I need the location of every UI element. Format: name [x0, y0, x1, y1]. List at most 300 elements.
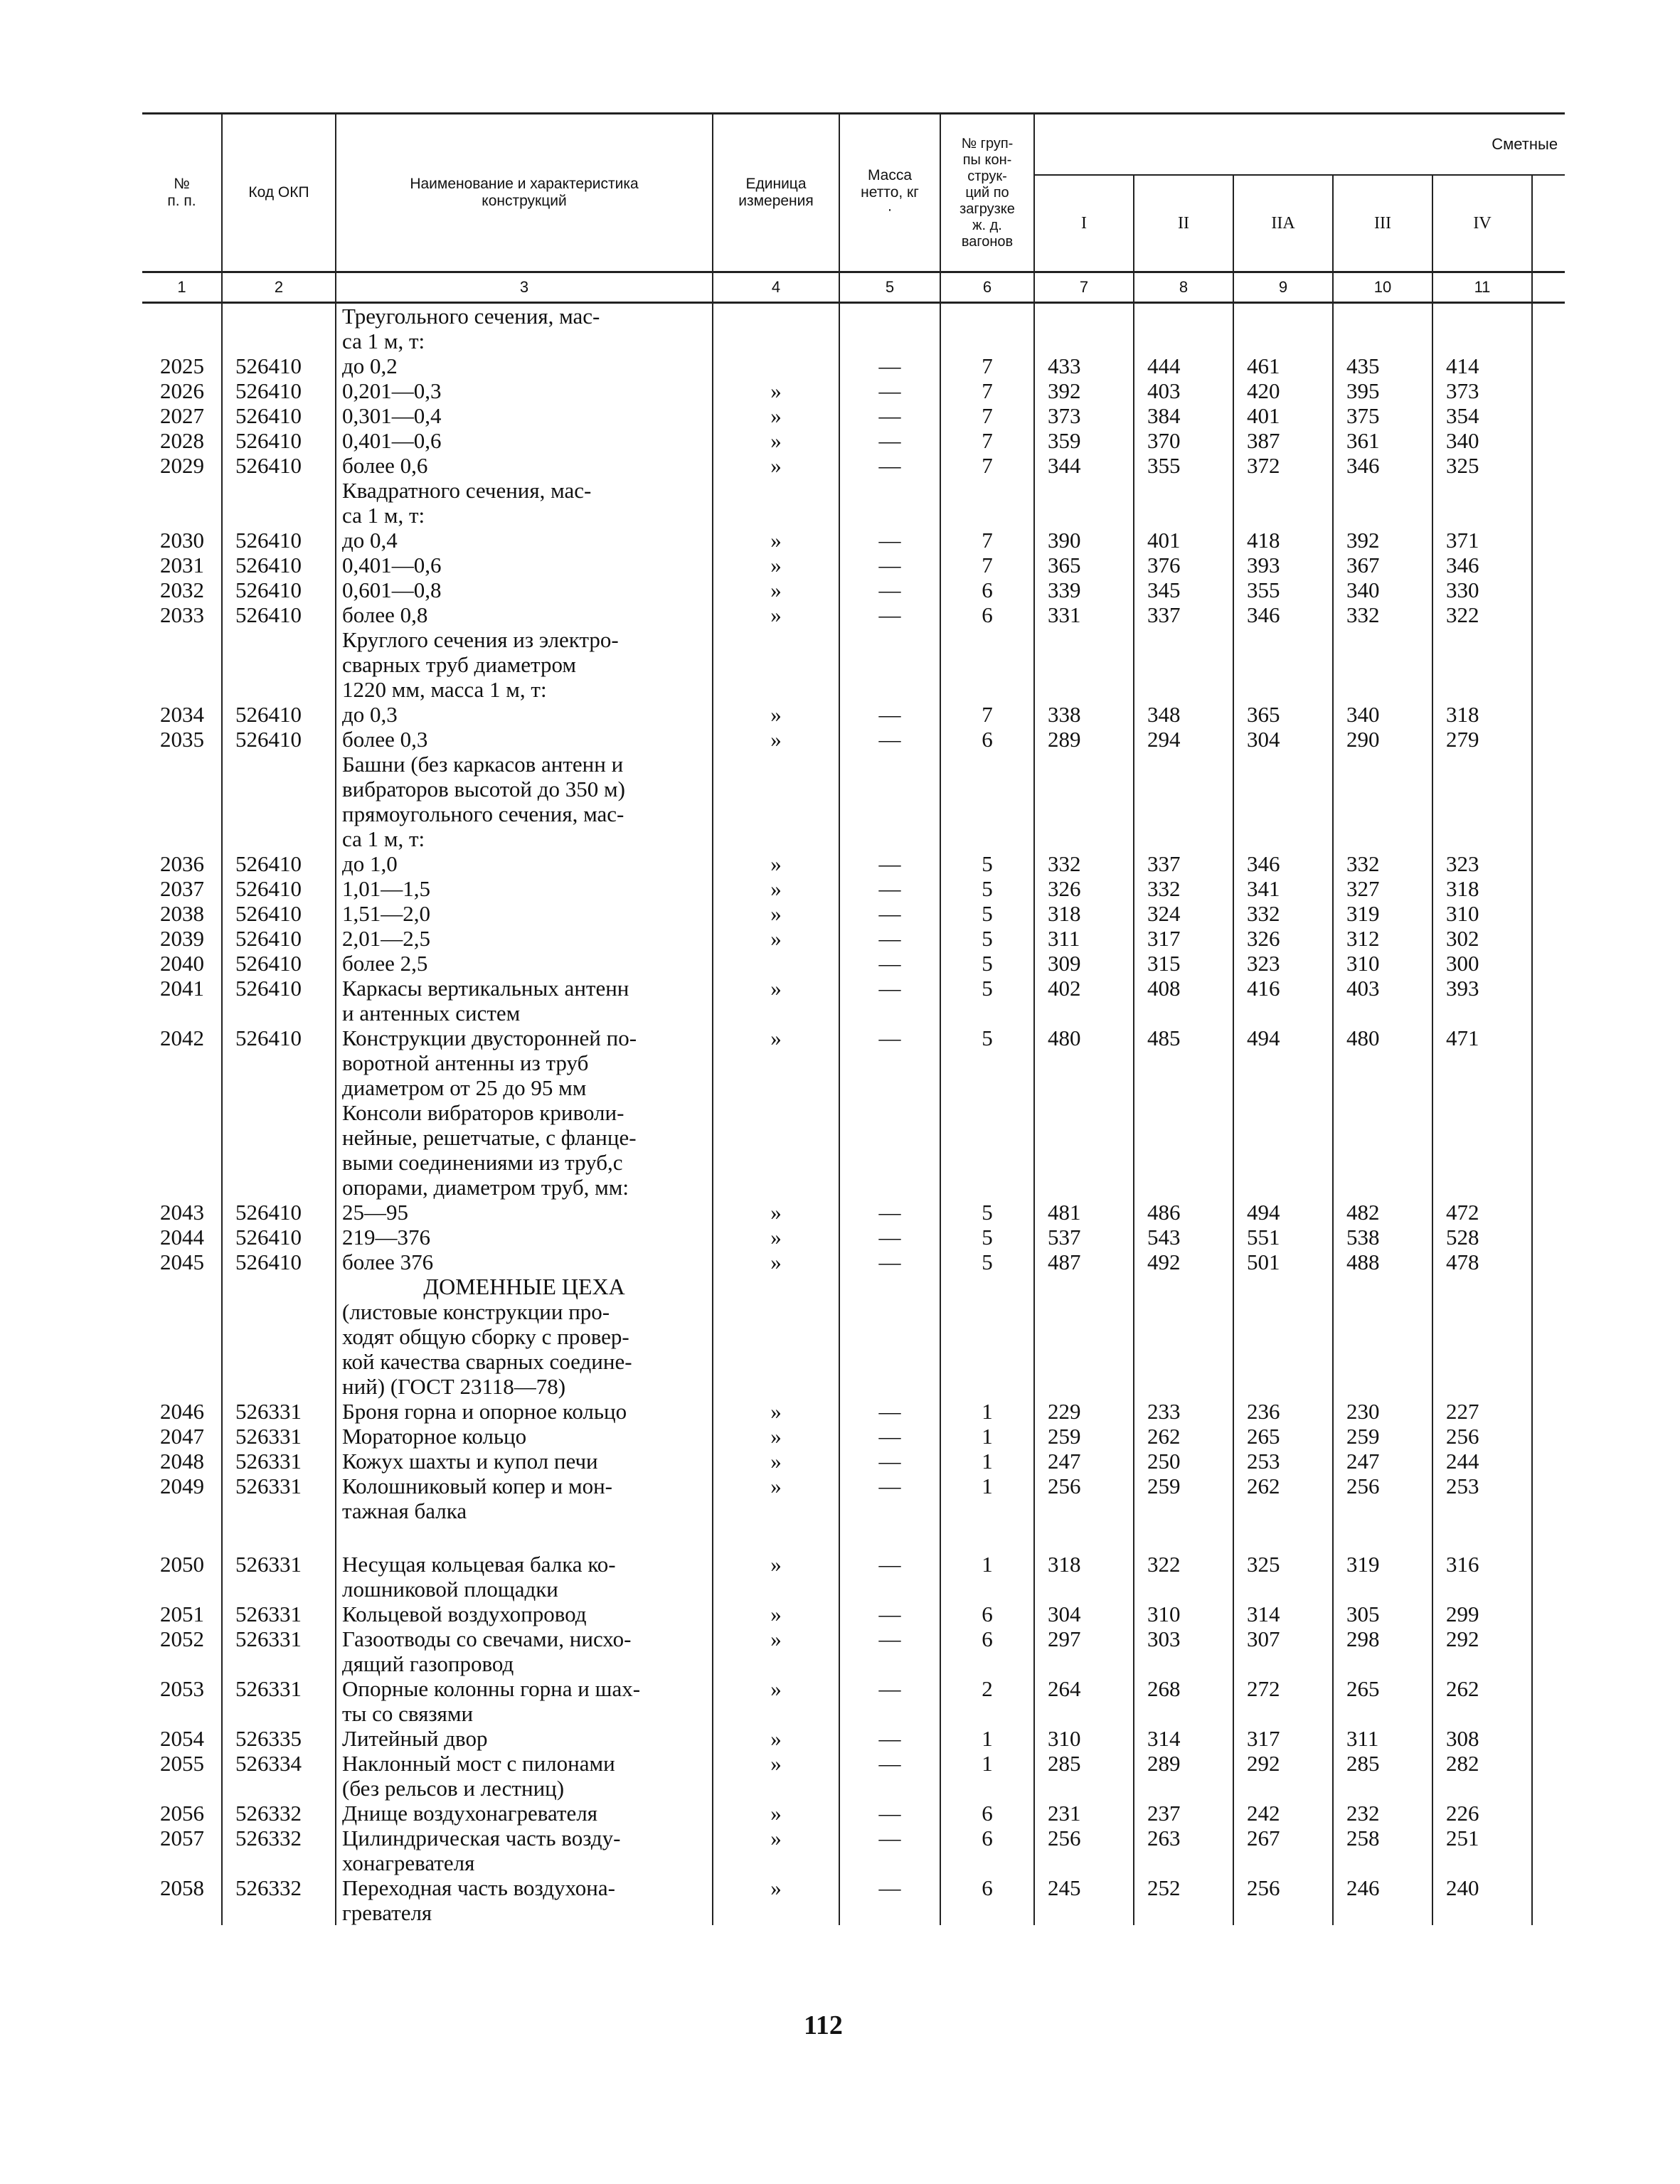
unit-measure: » — [713, 1626, 839, 1676]
price-zone-5: 227 — [1432, 1399, 1532, 1424]
construction-name: Кожух шахты и купол печи — [336, 1449, 713, 1474]
net-mass: — — [839, 876, 940, 901]
price-zone-2 — [1134, 752, 1233, 851]
price-zone-1: 229 — [1034, 1399, 1134, 1424]
unit-measure: » — [713, 577, 839, 602]
net-mass: — — [839, 378, 940, 403]
price-zone-4 — [1333, 752, 1432, 851]
table-row — [142, 1399, 1565, 1424]
price-zone-1: 247 — [1034, 1449, 1134, 1474]
row-number: 2046 — [160, 1399, 204, 1424]
price-zone-4: 265 — [1333, 1676, 1432, 1726]
net-mass: — — [839, 1751, 940, 1801]
load-group: 7 — [940, 428, 1034, 453]
load-group — [940, 1274, 1034, 1299]
net-mass: — — [839, 1225, 940, 1250]
load-group: 6 — [940, 1626, 1034, 1676]
blank-cell — [1532, 1751, 1565, 1801]
unit-measure: » — [713, 1875, 839, 1925]
unit-measure: » — [713, 851, 839, 876]
table-row — [142, 1474, 1565, 1523]
price-zone-3: 494 — [1233, 1026, 1333, 1100]
net-mass: — — [839, 453, 940, 478]
net-mass: — — [839, 353, 940, 378]
price-zone-3: 372 — [1233, 453, 1333, 478]
net-mass: — — [839, 1026, 940, 1100]
net-mass: — — [839, 1552, 940, 1602]
price-zone-5: 308 — [1432, 1726, 1532, 1751]
row-number: 2026 — [160, 378, 204, 403]
price-zone-1: 326 — [1034, 876, 1134, 901]
table-row — [142, 1801, 1565, 1826]
price-zone-1: 365 — [1034, 553, 1134, 577]
price-zone-5: 318 — [1432, 876, 1532, 901]
unit-measure: » — [713, 378, 839, 403]
price-zone-5: 262 — [1432, 1676, 1532, 1726]
blank-cell — [1532, 602, 1565, 627]
blank-cell — [1532, 353, 1565, 378]
price-zone-3: 461 — [1233, 353, 1333, 378]
load-group: 5 — [940, 1225, 1034, 1250]
table-body — [142, 303, 1565, 1926]
row-number: 2055 — [160, 1751, 204, 1776]
price-zone-5 — [1432, 627, 1532, 702]
load-group: 7 — [940, 453, 1034, 478]
unit-measure — [713, 1100, 839, 1200]
price-zone-5: 299 — [1432, 1602, 1532, 1626]
load-group — [940, 1299, 1034, 1399]
blank-cell — [1532, 1801, 1565, 1826]
price-zone-1 — [1034, 752, 1134, 851]
price-zone-1 — [1034, 478, 1134, 528]
net-mass: — — [839, 727, 940, 752]
price-zone-3 — [1233, 627, 1333, 702]
construction-name: 0,201—0,3 — [336, 378, 713, 403]
price-zone-5: 323 — [1432, 851, 1532, 876]
okp-code: 526410 — [222, 353, 336, 378]
colnum-2: 2 — [222, 272, 336, 303]
price-zone-4: 256 — [1333, 1474, 1432, 1523]
okp-code: 526331 — [222, 1602, 336, 1626]
price-zone-5: 322 — [1432, 602, 1532, 627]
net-mass: — — [839, 926, 940, 951]
row-number: 2027 — [160, 403, 204, 428]
price-zone-4: 319 — [1333, 901, 1432, 926]
price-zone-5: 340 — [1432, 428, 1532, 453]
okp-code: 526331 — [222, 1552, 336, 1602]
price-zone-5 — [1432, 478, 1532, 528]
price-zone-2 — [1134, 1100, 1233, 1200]
row-number: 2036 — [160, 851, 204, 876]
price-zone-5: 310 — [1432, 901, 1532, 926]
construction-name: Мораторное кольцо — [336, 1424, 713, 1449]
blank-cell — [1532, 752, 1565, 851]
price-zone-4: 375 — [1333, 403, 1432, 428]
load-group: 5 — [940, 1250, 1034, 1274]
price-zone-3: 307 — [1233, 1626, 1333, 1676]
header-mass: Масса нетто, кг · — [839, 114, 940, 272]
net-mass: — — [839, 528, 940, 553]
blank-cell — [1532, 727, 1565, 752]
okp-code: 526410 — [222, 577, 336, 602]
row-number — [142, 1274, 222, 1299]
okp-code: 526334 — [222, 1751, 336, 1801]
row-number: 2042 — [160, 1026, 204, 1050]
price-zone-5: 256 — [1432, 1424, 1532, 1449]
construction-name: Переходная часть воздухона- гревателя — [336, 1875, 713, 1925]
table-row — [142, 1626, 1565, 1676]
price-zone-3: 416 — [1233, 976, 1333, 1026]
price-zone-4: 311 — [1333, 1726, 1432, 1751]
net-mass: — — [839, 951, 940, 976]
row-number — [142, 752, 222, 851]
table-row — [142, 353, 1565, 378]
unit-measure: » — [713, 901, 839, 926]
okp-code: 526331 — [222, 1474, 336, 1523]
unit-measure: » — [713, 1801, 839, 1826]
price-zone-1: 390 — [1034, 528, 1134, 553]
unit-measure: » — [713, 1676, 839, 1726]
unit-measure: » — [713, 428, 839, 453]
construction-name: Конструкции двусторонней по- воротной антенны из труб диаметром от 25 до 95 мм — [336, 1026, 713, 1100]
price-zone-5: 302 — [1432, 926, 1532, 951]
load-group: 6 — [940, 1801, 1034, 1826]
price-zone-2: 408 — [1134, 976, 1233, 1026]
row-number: 2038 — [160, 901, 204, 926]
price-zone-4: 480 — [1333, 1026, 1432, 1100]
price-zone-5 — [1432, 1523, 1532, 1552]
price-zone-4: 435 — [1333, 353, 1432, 378]
net-mass: — — [839, 1474, 940, 1523]
blank-cell — [1532, 851, 1565, 876]
price-zone-1: 297 — [1034, 1626, 1134, 1676]
construction-name: Литейный двор — [336, 1726, 713, 1751]
row-number: 2047 — [160, 1424, 204, 1449]
okp-code: 526332 — [222, 1826, 336, 1875]
net-mass — [839, 1523, 940, 1552]
price-zone-2: 233 — [1134, 1399, 1233, 1424]
load-group: 1 — [940, 1751, 1034, 1801]
net-mass: — — [839, 553, 940, 577]
estimate-table — [142, 112, 1565, 1925]
header-zone-blank — [1532, 175, 1565, 272]
price-zone-3: 253 — [1233, 1449, 1333, 1474]
load-group — [940, 1100, 1034, 1200]
construction-name: ДОМЕННЫЕ ЦЕХА — [336, 1274, 713, 1299]
price-zone-3 — [1233, 1523, 1333, 1552]
table-row — [142, 428, 1565, 453]
table-row — [142, 951, 1565, 976]
price-zone-4: 367 — [1333, 553, 1432, 577]
header-zone-1: I — [1034, 175, 1134, 272]
price-zone-4: 332 — [1333, 602, 1432, 627]
net-mass: — — [839, 1676, 940, 1726]
row-number: 2048 — [160, 1449, 204, 1474]
price-zone-4: 305 — [1333, 1602, 1432, 1626]
price-zone-2: 337 — [1134, 851, 1233, 876]
price-zone-4 — [1333, 1100, 1432, 1200]
price-zone-3: 365 — [1233, 702, 1333, 727]
unit-measure: » — [713, 1552, 839, 1602]
price-zone-5: 226 — [1432, 1801, 1532, 1826]
row-number: 2053 — [160, 1676, 204, 1701]
unit-measure: » — [713, 1474, 839, 1523]
header-name: Наименование и характеристика конструкций — [336, 114, 713, 272]
construction-name: Консоли вибраторов криволи- нейные, решетчатые, с фланце- выми соединениями из труб,с опорами, диаметром труб, мм: — [336, 1100, 713, 1200]
row-number: 2057 — [160, 1826, 204, 1850]
price-zone-1: 359 — [1034, 428, 1134, 453]
price-zone-3 — [1233, 304, 1333, 353]
unit-measure — [713, 1523, 839, 1552]
okp-code — [222, 1523, 336, 1552]
row-number — [142, 478, 222, 528]
blank-cell — [1532, 1274, 1565, 1299]
blank-cell — [1532, 1523, 1565, 1552]
price-zone-5 — [1432, 1274, 1532, 1299]
okp-code: 526410 — [222, 602, 336, 627]
blank-cell — [1532, 1875, 1565, 1925]
construction-name: более 2,5 — [336, 951, 713, 976]
unit-measure — [713, 752, 839, 851]
price-zone-1: 264 — [1034, 1676, 1134, 1726]
price-zone-5: 393 — [1432, 976, 1532, 1026]
net-mass — [839, 304, 940, 353]
price-zone-5: 253 — [1432, 1474, 1532, 1523]
price-zone-1: 289 — [1034, 727, 1134, 752]
table-row — [142, 1225, 1565, 1250]
price-zone-1: 310 — [1034, 1726, 1134, 1751]
net-mass — [839, 1100, 940, 1200]
construction-name: Газоотводы со свечами, нисхо- дящий газопровод — [336, 1626, 713, 1676]
price-zone-2: 444 — [1134, 353, 1233, 378]
price-zone-3: 325 — [1233, 1552, 1333, 1602]
blank-cell — [1532, 1026, 1565, 1100]
unit-measure: » — [713, 876, 839, 901]
price-zone-1: 332 — [1034, 851, 1134, 876]
table-row — [142, 478, 1565, 528]
table-row — [142, 577, 1565, 602]
price-zone-2: 345 — [1134, 577, 1233, 602]
header-zone-5: IV — [1432, 175, 1532, 272]
price-zone-3: 323 — [1233, 951, 1333, 976]
colnum-1: 1 — [142, 272, 222, 303]
blank-cell — [1532, 553, 1565, 577]
okp-code — [222, 752, 336, 851]
header-zone-3: IIA — [1233, 175, 1333, 272]
load-group: 1 — [940, 1399, 1034, 1424]
header-unit: Единица измерения — [713, 114, 839, 272]
net-mass: — — [839, 1826, 940, 1875]
unit-measure — [713, 1274, 839, 1299]
okp-code: 526410 — [222, 428, 336, 453]
price-zone-5: 279 — [1432, 727, 1532, 752]
construction-name: до 0,2 — [336, 353, 713, 378]
price-zone-1: 373 — [1034, 403, 1134, 428]
load-group — [940, 478, 1034, 528]
unit-measure: » — [713, 1424, 839, 1449]
blank-cell — [1532, 453, 1565, 478]
price-zone-2: 263 — [1134, 1826, 1233, 1875]
header-code: Код ОКП — [222, 114, 336, 272]
price-zone-3 — [1233, 1299, 1333, 1399]
row-number — [142, 627, 222, 702]
price-zone-2: 310 — [1134, 1602, 1233, 1626]
okp-code: 526410 — [222, 1250, 336, 1274]
price-zone-1: 309 — [1034, 951, 1134, 976]
net-mass: — — [839, 1250, 940, 1274]
row-number: 2031 — [160, 553, 204, 577]
price-zone-3 — [1233, 478, 1333, 528]
price-zone-2: 348 — [1134, 702, 1233, 727]
load-group — [940, 752, 1034, 851]
price-zone-2: 384 — [1134, 403, 1233, 428]
price-zone-4 — [1333, 627, 1432, 702]
unit-measure: » — [713, 453, 839, 478]
table-row — [142, 1200, 1565, 1225]
price-zone-2 — [1134, 1299, 1233, 1399]
load-group: 7 — [940, 403, 1034, 428]
price-zone-4: 319 — [1333, 1552, 1432, 1602]
row-number — [142, 1100, 222, 1200]
price-zone-4: 482 — [1333, 1200, 1432, 1225]
unit-measure: » — [713, 1225, 839, 1250]
construction-name: Башни (без каркасов антенн и вибраторов высотой до 350 м) прямоугольного сечения, мас- са 1 м, т: — [336, 752, 713, 851]
net-mass: — — [839, 1449, 940, 1474]
page-number: 112 — [804, 2010, 843, 2040]
price-zone-1 — [1034, 304, 1134, 353]
price-zone-4: 258 — [1333, 1826, 1432, 1875]
header-smetnye: Сметные — [1034, 114, 1565, 176]
table-row — [142, 1552, 1565, 1602]
table-row — [142, 1449, 1565, 1474]
load-group: 1 — [940, 1424, 1034, 1449]
price-zone-1: 338 — [1034, 702, 1134, 727]
table-row — [142, 1602, 1565, 1626]
price-zone-4: 332 — [1333, 851, 1432, 876]
price-zone-3: 262 — [1233, 1474, 1333, 1523]
net-mass: — — [839, 901, 940, 926]
price-zone-3: 418 — [1233, 528, 1333, 553]
blank-cell — [1532, 976, 1565, 1026]
price-zone-4: 340 — [1333, 577, 1432, 602]
blank-cell — [1532, 1474, 1565, 1523]
price-zone-5: 478 — [1432, 1250, 1532, 1274]
price-zone-5: 240 — [1432, 1875, 1532, 1925]
construction-name: более 376 — [336, 1250, 713, 1274]
okp-code: 526410 — [222, 1225, 336, 1250]
construction-name — [336, 1523, 713, 1552]
colnum-4: 4 — [713, 272, 839, 303]
price-zone-4: 232 — [1333, 1801, 1432, 1826]
price-zone-3: 265 — [1233, 1424, 1333, 1449]
unit-measure — [713, 353, 839, 378]
load-group: 7 — [940, 353, 1034, 378]
table-row — [142, 378, 1565, 403]
construction-name: до 1,0 — [336, 851, 713, 876]
price-zone-3: 256 — [1233, 1875, 1333, 1925]
unit-measure: » — [713, 926, 839, 951]
price-zone-1 — [1034, 1274, 1134, 1299]
blank-cell — [1532, 876, 1565, 901]
construction-name: более 0,8 — [336, 602, 713, 627]
price-zone-4: 310 — [1333, 951, 1432, 976]
colnum-3: 3 — [336, 272, 713, 303]
price-zone-3: 304 — [1233, 727, 1333, 752]
net-mass: — — [839, 702, 940, 727]
row-number: 2030 — [160, 528, 204, 553]
table-row — [142, 926, 1565, 951]
okp-code: 526410 — [222, 727, 336, 752]
okp-code — [222, 304, 336, 353]
unit-measure: » — [713, 976, 839, 1026]
table-row — [142, 602, 1565, 627]
price-zone-3: 346 — [1233, 851, 1333, 876]
row-number: 2050 — [160, 1552, 204, 1577]
row-number: 2025 — [160, 353, 204, 378]
blank-cell — [1532, 1826, 1565, 1875]
price-zone-2: 315 — [1134, 951, 1233, 976]
price-zone-1: 231 — [1034, 1801, 1134, 1826]
price-zone-4 — [1333, 304, 1432, 353]
price-zone-2: 370 — [1134, 428, 1233, 453]
net-mass: — — [839, 403, 940, 428]
price-zone-5: 292 — [1432, 1626, 1532, 1676]
price-zone-3: 314 — [1233, 1602, 1333, 1626]
price-zone-3: 393 — [1233, 553, 1333, 577]
table-row — [142, 1676, 1565, 1726]
table-row — [142, 1875, 1565, 1925]
price-zone-4: 488 — [1333, 1250, 1432, 1274]
table-row — [142, 702, 1565, 727]
unit-measure: » — [713, 528, 839, 553]
load-group: 6 — [940, 577, 1034, 602]
table-row — [142, 1826, 1565, 1875]
construction-name: Каркасы вертикальных антенн и антенных систем — [336, 976, 713, 1026]
table-row — [142, 1751, 1565, 1801]
row-number: 2035 — [160, 727, 204, 752]
price-zone-4: 298 — [1333, 1626, 1432, 1676]
unit-measure: » — [713, 553, 839, 577]
okp-code: 526410 — [222, 453, 336, 478]
construction-name: 1,01—1,5 — [336, 876, 713, 901]
price-zone-2: 543 — [1134, 1225, 1233, 1250]
construction-name: 0,401—0,6 — [336, 553, 713, 577]
colnum-5: 5 — [839, 272, 940, 303]
price-zone-4: 403 — [1333, 976, 1432, 1026]
load-group: 1 — [940, 1552, 1034, 1602]
price-zone-4 — [1333, 478, 1432, 528]
okp-code: 526410 — [222, 901, 336, 926]
price-zone-5 — [1432, 304, 1532, 353]
blank-cell — [1532, 1299, 1565, 1399]
price-zone-3: 387 — [1233, 428, 1333, 453]
okp-code: 526410 — [222, 951, 336, 976]
okp-code: 526335 — [222, 1726, 336, 1751]
load-group: 1 — [940, 1449, 1034, 1474]
price-zone-1: 256 — [1034, 1826, 1134, 1875]
colnum-11: 11 — [1432, 272, 1532, 303]
table-row — [142, 627, 1565, 702]
row-number: 2033 — [160, 602, 204, 627]
price-zone-2 — [1134, 1523, 1233, 1552]
construction-name: 0,601—0,8 — [336, 577, 713, 602]
table-row — [142, 528, 1565, 553]
price-zone-3: 292 — [1233, 1751, 1333, 1801]
okp-code: 526410 — [222, 876, 336, 901]
load-group: 6 — [940, 1602, 1034, 1626]
price-zone-5 — [1432, 1100, 1532, 1200]
price-zone-5: 316 — [1432, 1552, 1532, 1602]
